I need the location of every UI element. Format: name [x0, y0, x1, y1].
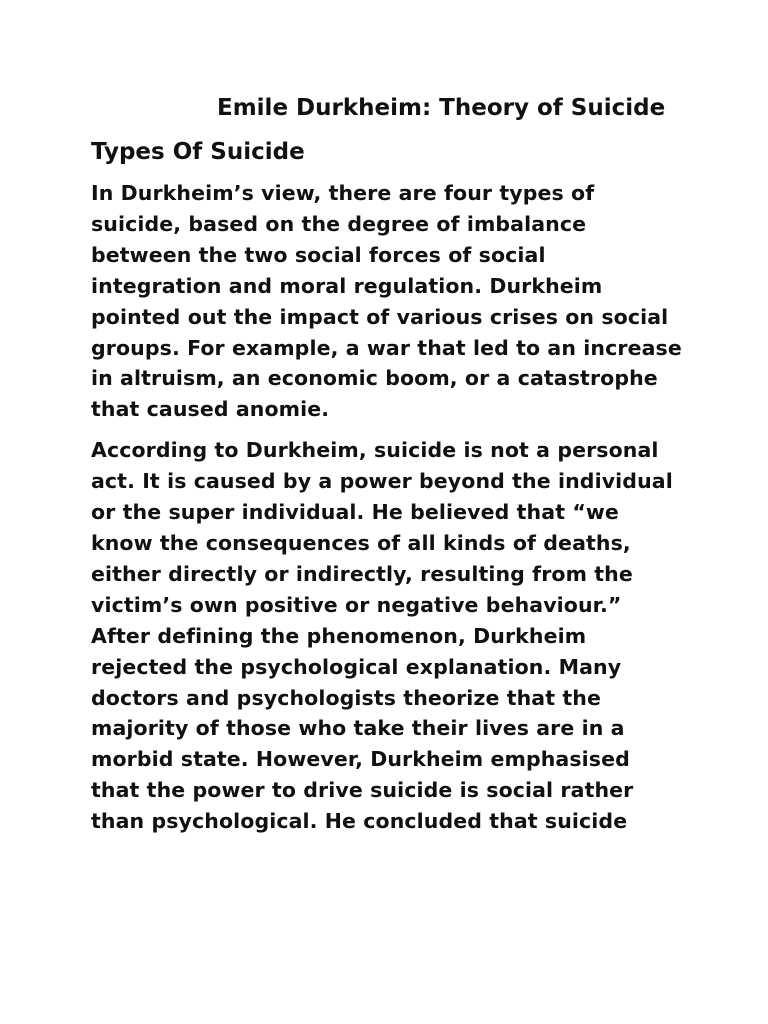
- paragraph-1: In Durkheim’s view, there are four types of suicide, based on the degree of imbalance between the two social forces of social integration and moral regulation. Durkheim pointed out the impact of various crises on social groups. For example, a war that led to an increase in altruism, an economic boom, or a catastrophe that caused anomie.: [91, 181, 682, 422]
- section-heading: Types Of Suicide: [91, 139, 305, 165]
- paragraph-2: According to Durkheim, suicide is not a personal act. It is caused by a power beyond the individual or the super individual. He believed that “we know the consequences of all kinds of deaths, either directly or indirectly, resulting from the victim’s own positive or negative behaviour.” After defining the phenomenon, Durkheim rejected the psychological explanation. Many doctors and psychologists theorize that the majority of those who take their lives are in a morbid state. However, Durkheim emphasised that the power to drive suicide is social rather than psychological. He concluded that suicide: [91, 438, 673, 834]
- document-body: [91, 90, 683, 837]
- document-title: Emile Durkheim: Theory of Suicide: [217, 95, 666, 121]
